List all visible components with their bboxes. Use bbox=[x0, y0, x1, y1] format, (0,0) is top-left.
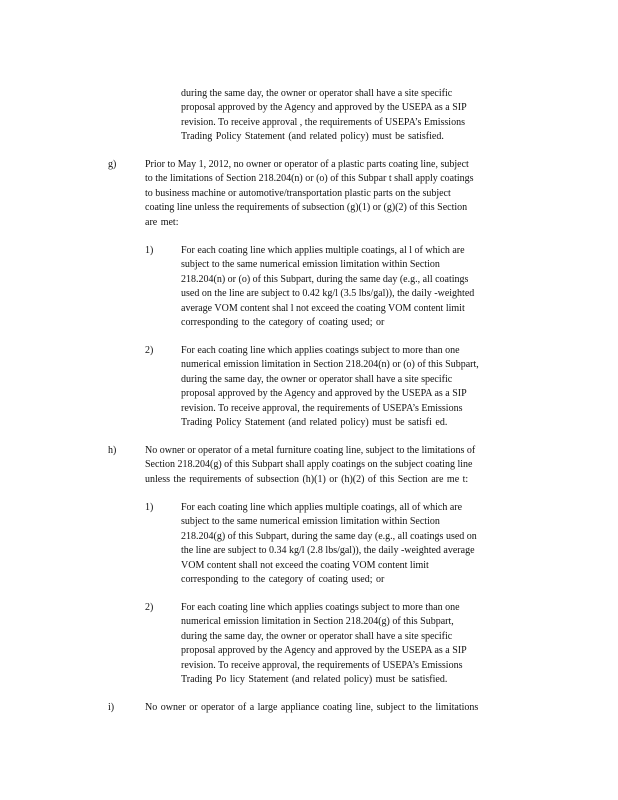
text-line: corresponding to the category of coating used; or bbox=[181, 574, 385, 586]
text-line: For each coating line which applies multiple coatings, all of which are bbox=[181, 502, 463, 513]
text-line: Trading Policy Statement (and related policy) must be satisfied. bbox=[181, 131, 444, 143]
text-line: are met: bbox=[145, 216, 179, 228]
paragraph-h1 bbox=[181, 501, 530, 587]
paragraph-h2 bbox=[181, 601, 530, 687]
text-line: proposal approved by the Agency and approved by the USEPA as a SIP bbox=[181, 645, 467, 657]
text-line: to business machine or automotive/transportation plastic parts on the subject bbox=[145, 187, 451, 199]
text-line: revision. To receive approval, the requirements of USEPA’s Emissions bbox=[181, 659, 463, 671]
text-line: revision. To receive approval , the requirements of USEPA’s Emissions bbox=[181, 116, 465, 128]
paragraph-marker-g: g) bbox=[108, 159, 117, 170]
text-line: coating line unless the requirements of subsection (g)(1) or (g)(2) of this Section bbox=[145, 202, 468, 214]
text-line: during the same day, the owner or operator shall have a site specific bbox=[181, 630, 453, 642]
text-line: For each coating line which applies coatings subject to more than one bbox=[181, 345, 460, 356]
text-line: proposal approved by the Agency and approved by the USEPA as a SIP bbox=[181, 388, 467, 400]
text-line: Trading Policy Statement (and related policy) must be satisfi ed. bbox=[181, 417, 448, 429]
text-line: corresponding to the category of coating used; or bbox=[181, 317, 385, 329]
text-line: Section 218.204(g) of this Subpart shall apply coatings on the subject coating line bbox=[145, 459, 473, 471]
paragraph-marker-g2: 2) bbox=[145, 345, 154, 356]
text-line: For each coating line which applies coatings subject to more than one bbox=[181, 602, 460, 613]
text-line: the line are subject to 0.34 kg/l (2.8 lbs/gal)), the daily -weighted average bbox=[181, 545, 475, 557]
paragraph-marker-h1: 1) bbox=[145, 502, 154, 513]
text-line: 218.204(n) or (o) of this Subpart, during the same day (e.g., all coatings bbox=[181, 273, 469, 285]
text-line: unless the requirements of subsection (h)(1) or (h)(2) of this Section are me t: bbox=[145, 473, 469, 485]
paragraph-marker-h2: 2) bbox=[145, 602, 154, 613]
text-line: proposal approved by the Agency and approved by the USEPA as a SIP bbox=[181, 102, 467, 114]
paragraph-marker-g1: 1) bbox=[145, 245, 154, 256]
text-line: No owner or operator of a large appliance coating line, subject to the limitations bbox=[145, 702, 479, 713]
text-line: subject to the same numerical emission limitation within Section bbox=[181, 516, 440, 528]
text-line: used on the line are subject to 0.42 kg/l (3.5 lbs/gal)), the daily -weighted bbox=[181, 288, 475, 300]
text-line: 218.204(g) of this Subpart, during the same day (e.g., all coatings used on bbox=[181, 530, 477, 542]
paragraph-i bbox=[145, 701, 531, 715]
paragraph-g1 bbox=[181, 244, 530, 330]
text-line: to the limitations of Section 218.204(n) or (o) of this Subpar t shall apply coatings bbox=[145, 173, 474, 185]
paragraph-g bbox=[145, 158, 531, 230]
paragraph-marker-h: h) bbox=[108, 445, 117, 456]
text-line: For each coating line which applies multiple coatings, al l of which are bbox=[181, 245, 465, 256]
text-line: Trading Po licy Statement (and related policy) must be satisfied. bbox=[181, 674, 448, 686]
paragraph-marker-i: i) bbox=[108, 702, 115, 713]
paragraph-cont-top bbox=[181, 87, 530, 145]
text-line: numerical emission limitation in Section 218.204(g) of this Subpart, bbox=[181, 616, 454, 628]
text-line: during the same day, the owner or operator shall have a site specific bbox=[181, 88, 453, 99]
text-line: No owner or operator of a metal furniture coating line, subject to the limitations of bbox=[145, 445, 476, 456]
text-line: revision. To receive approval, the requirements of USEPA’s Emissions bbox=[181, 402, 463, 414]
text-line: numerical emission limitation in Section 218.204(n) or (o) of this Subpart, bbox=[181, 359, 479, 371]
text-line: VOM content shall not exceed the coating VOM content limit bbox=[181, 559, 429, 571]
text-line: Prior to May 1, 2012, no owner or operator of a plastic parts coating line, subject bbox=[145, 159, 469, 170]
paragraph-g2 bbox=[181, 344, 530, 430]
paragraph-h bbox=[145, 444, 531, 487]
text-line: during the same day, the owner or operator shall have a site specific bbox=[181, 373, 453, 385]
text-line: subject to the same numerical emission limitation within Section bbox=[181, 259, 440, 271]
text-line: average VOM content shal l not exceed the coating VOM content limit bbox=[181, 302, 465, 314]
